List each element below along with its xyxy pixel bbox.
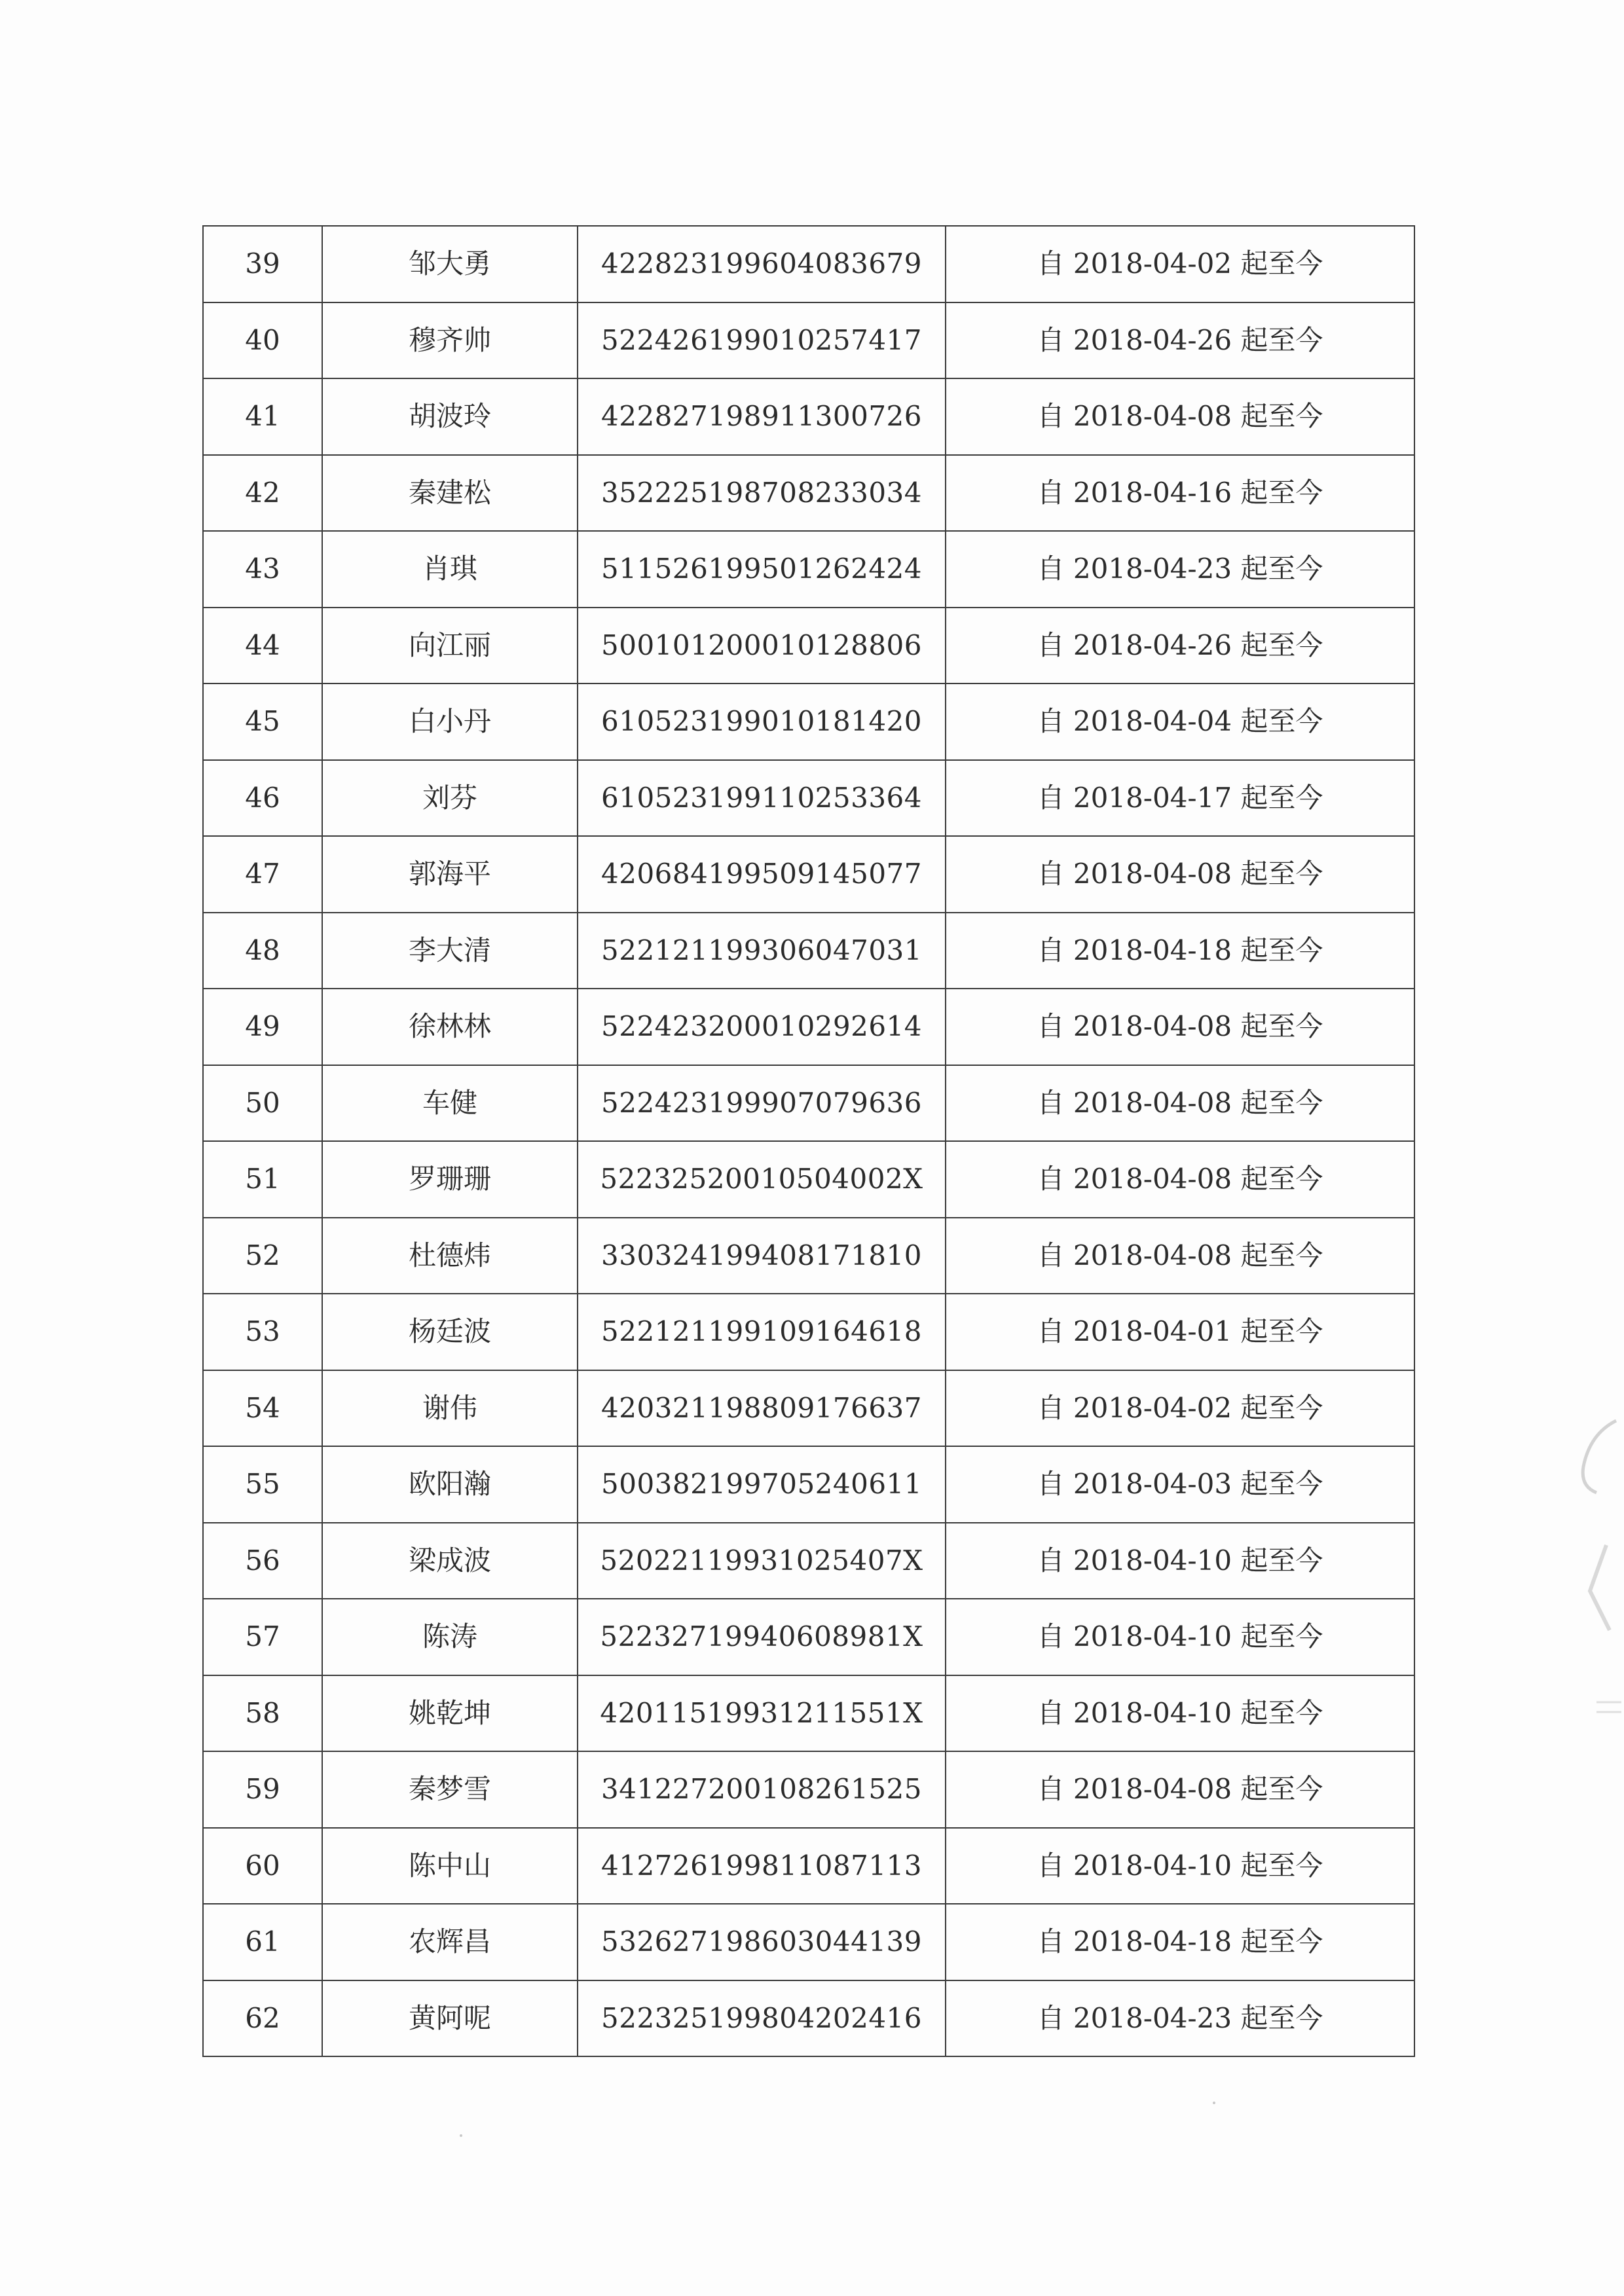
start-date-cell: 自 2018-04-08 起至今 bbox=[946, 1218, 1414, 1294]
name-cell: 黄阿呢 bbox=[322, 1980, 578, 2057]
name-cell: 胡波玲 bbox=[322, 378, 578, 455]
start-date-cell: 自 2018-04-26 起至今 bbox=[946, 302, 1414, 379]
table-row bbox=[203, 989, 1414, 1065]
id-number-cell: 610523199110253364 bbox=[578, 760, 946, 837]
table-row bbox=[203, 1065, 1414, 1142]
id-number-cell: 52232719940608981X bbox=[578, 1599, 946, 1675]
id-number-cell: 42011519931211551X bbox=[578, 1675, 946, 1752]
row-number-cell: 51 bbox=[203, 1141, 322, 1218]
table-row bbox=[203, 1446, 1414, 1523]
name-cell: 李大清 bbox=[322, 913, 578, 989]
employee-table bbox=[202, 225, 1415, 2057]
id-number-cell: 420321198809176637 bbox=[578, 1370, 946, 1447]
name-cell: 罗珊珊 bbox=[322, 1141, 578, 1218]
name-cell: 刘芬 bbox=[322, 760, 578, 837]
name-cell: 车健 bbox=[322, 1065, 578, 1142]
table-row bbox=[203, 302, 1414, 379]
name-cell: 姚乾坤 bbox=[322, 1675, 578, 1752]
start-date-cell: 自 2018-04-16 起至今 bbox=[946, 455, 1414, 532]
id-number-cell: 52022119931025407X bbox=[578, 1523, 946, 1599]
table-row bbox=[203, 455, 1414, 532]
id-number-cell: 522426199010257417 bbox=[578, 302, 946, 379]
table-row bbox=[203, 683, 1414, 760]
id-number-cell: 522121199109164618 bbox=[578, 1294, 946, 1370]
start-date-cell: 自 2018-04-02 起至今 bbox=[946, 1370, 1414, 1447]
start-date-cell: 自 2018-04-08 起至今 bbox=[946, 1141, 1414, 1218]
id-number-cell: 522325199804202416 bbox=[578, 1980, 946, 2057]
id-number-cell: 422823199604083679 bbox=[578, 226, 946, 302]
id-number-cell: 352225198708233034 bbox=[578, 455, 946, 532]
row-number-cell: 55 bbox=[203, 1446, 322, 1523]
name-cell: 杨廷波 bbox=[322, 1294, 578, 1370]
row-number-cell: 57 bbox=[203, 1599, 322, 1675]
start-date-cell: 自 2018-04-08 起至今 bbox=[946, 1751, 1414, 1828]
row-number-cell: 56 bbox=[203, 1523, 322, 1599]
table-row bbox=[203, 1218, 1414, 1294]
table-row bbox=[203, 1523, 1414, 1599]
employee-table-body bbox=[203, 226, 1414, 2056]
id-number-cell: 500101200010128806 bbox=[578, 608, 946, 684]
row-number-cell: 43 bbox=[203, 531, 322, 608]
start-date-cell: 自 2018-04-17 起至今 bbox=[946, 760, 1414, 837]
name-cell: 梁成波 bbox=[322, 1523, 578, 1599]
name-cell: 秦建松 bbox=[322, 455, 578, 532]
start-date-cell: 自 2018-04-10 起至今 bbox=[946, 1828, 1414, 1904]
row-number-cell: 62 bbox=[203, 1980, 322, 2057]
start-date-cell: 自 2018-04-02 起至今 bbox=[946, 226, 1414, 302]
row-number-cell: 39 bbox=[203, 226, 322, 302]
seal-stamp-fragment bbox=[1570, 1394, 1623, 1761]
row-number-cell: 42 bbox=[203, 455, 322, 532]
table-row bbox=[203, 378, 1414, 455]
start-date-cell: 自 2018-04-08 起至今 bbox=[946, 378, 1414, 455]
row-number-cell: 58 bbox=[203, 1675, 322, 1752]
row-number-cell: 54 bbox=[203, 1370, 322, 1447]
table-row bbox=[203, 1141, 1414, 1218]
start-date-cell: 自 2018-04-18 起至今 bbox=[946, 913, 1414, 989]
name-cell: 秦梦雪 bbox=[322, 1751, 578, 1828]
table-row bbox=[203, 836, 1414, 913]
table-row bbox=[203, 913, 1414, 989]
start-date-cell: 自 2018-04-08 起至今 bbox=[946, 836, 1414, 913]
id-number-cell: 522423199907079636 bbox=[578, 1065, 946, 1142]
table-row bbox=[203, 1370, 1414, 1447]
table-row bbox=[203, 608, 1414, 684]
id-number-cell: 330324199408171810 bbox=[578, 1218, 946, 1294]
name-cell: 向江丽 bbox=[322, 608, 578, 684]
table-row bbox=[203, 1599, 1414, 1675]
row-number-cell: 45 bbox=[203, 683, 322, 760]
row-number-cell: 61 bbox=[203, 1904, 322, 1980]
row-number-cell: 52 bbox=[203, 1218, 322, 1294]
name-cell: 杜德炜 bbox=[322, 1218, 578, 1294]
name-cell: 郭海平 bbox=[322, 836, 578, 913]
name-cell: 陈中山 bbox=[322, 1828, 578, 1904]
name-cell: 邹大勇 bbox=[322, 226, 578, 302]
scan-speck bbox=[460, 2134, 462, 2137]
id-number-cell: 522423200010292614 bbox=[578, 989, 946, 1065]
start-date-cell: 自 2018-04-03 起至今 bbox=[946, 1446, 1414, 1523]
table-row bbox=[203, 1904, 1414, 1980]
table-row bbox=[203, 1980, 1414, 2057]
start-date-cell: 自 2018-04-10 起至今 bbox=[946, 1523, 1414, 1599]
row-number-cell: 50 bbox=[203, 1065, 322, 1142]
row-number-cell: 46 bbox=[203, 760, 322, 837]
table-row bbox=[203, 226, 1414, 302]
table-row bbox=[203, 760, 1414, 837]
start-date-cell: 自 2018-04-18 起至今 bbox=[946, 1904, 1414, 1980]
row-number-cell: 53 bbox=[203, 1294, 322, 1370]
start-date-cell: 自 2018-04-23 起至今 bbox=[946, 1980, 1414, 2057]
table-row bbox=[203, 1828, 1414, 1904]
name-cell: 欧阳瀚 bbox=[322, 1446, 578, 1523]
table-row bbox=[203, 1675, 1414, 1752]
start-date-cell: 自 2018-04-23 起至今 bbox=[946, 531, 1414, 608]
row-number-cell: 48 bbox=[203, 913, 322, 989]
id-number-cell: 500382199705240611 bbox=[578, 1446, 946, 1523]
id-number-cell: 532627198603044139 bbox=[578, 1904, 946, 1980]
id-number-cell: 422827198911300726 bbox=[578, 378, 946, 455]
name-cell: 穆齐帅 bbox=[322, 302, 578, 379]
table-row bbox=[203, 1294, 1414, 1370]
name-cell: 肖琪 bbox=[322, 531, 578, 608]
table-row bbox=[203, 1751, 1414, 1828]
start-date-cell: 自 2018-04-08 起至今 bbox=[946, 989, 1414, 1065]
start-date-cell: 自 2018-04-26 起至今 bbox=[946, 608, 1414, 684]
name-cell: 陈涛 bbox=[322, 1599, 578, 1675]
row-number-cell: 40 bbox=[203, 302, 322, 379]
start-date-cell: 自 2018-04-10 起至今 bbox=[946, 1675, 1414, 1752]
row-number-cell: 41 bbox=[203, 378, 322, 455]
row-number-cell: 47 bbox=[203, 836, 322, 913]
row-number-cell: 60 bbox=[203, 1828, 322, 1904]
row-number-cell: 44 bbox=[203, 608, 322, 684]
id-number-cell: 341227200108261525 bbox=[578, 1751, 946, 1828]
name-cell: 农辉昌 bbox=[322, 1904, 578, 1980]
name-cell: 谢伟 bbox=[322, 1370, 578, 1447]
name-cell: 徐林林 bbox=[322, 989, 578, 1065]
start-date-cell: 自 2018-04-08 起至今 bbox=[946, 1065, 1414, 1142]
id-number-cell: 610523199010181420 bbox=[578, 683, 946, 760]
start-date-cell: 自 2018-04-10 起至今 bbox=[946, 1599, 1414, 1675]
table-row bbox=[203, 531, 1414, 608]
name-cell: 白小丹 bbox=[322, 683, 578, 760]
id-number-cell: 412726199811087113 bbox=[578, 1828, 946, 1904]
row-number-cell: 49 bbox=[203, 989, 322, 1065]
row-number-cell: 59 bbox=[203, 1751, 322, 1828]
id-number-cell: 522121199306047031 bbox=[578, 913, 946, 989]
start-date-cell: 自 2018-04-01 起至今 bbox=[946, 1294, 1414, 1370]
id-number-cell: 52232520010504002X bbox=[578, 1141, 946, 1218]
id-number-cell: 511526199501262424 bbox=[578, 531, 946, 608]
id-number-cell: 420684199509145077 bbox=[578, 836, 946, 913]
start-date-cell: 自 2018-04-04 起至今 bbox=[946, 683, 1414, 760]
scan-speck bbox=[1213, 2102, 1215, 2104]
